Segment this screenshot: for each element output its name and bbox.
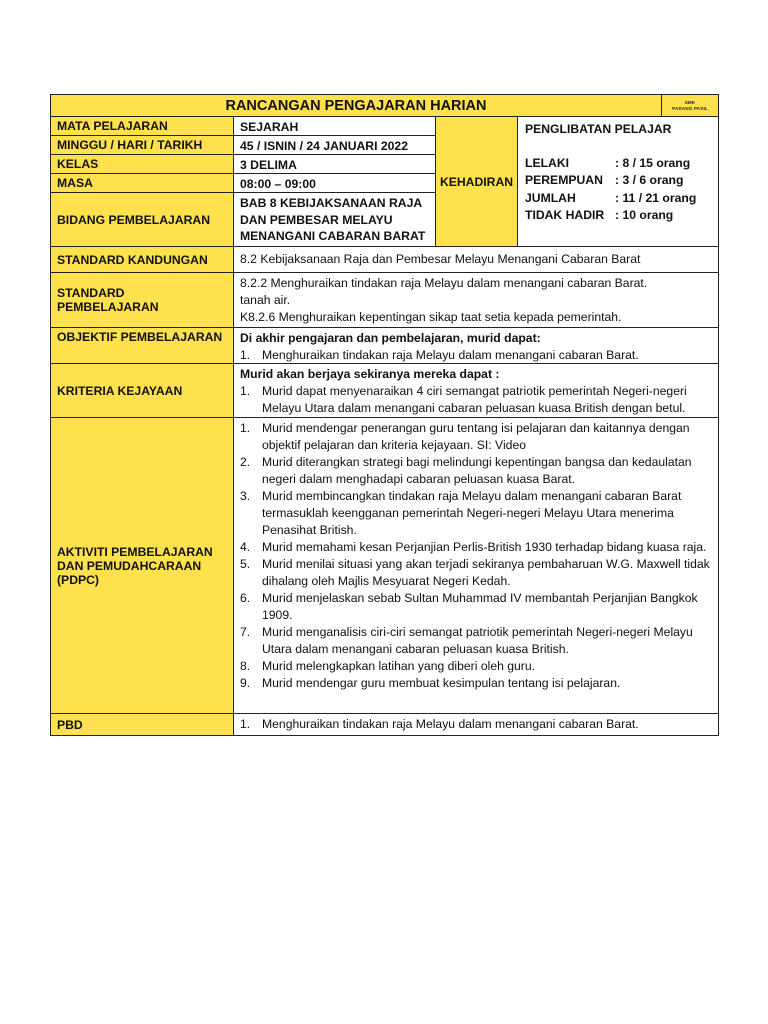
learning-standard-line: tanah air. [240, 293, 291, 307]
attendance-heading: PENGLIBATAN PELAJAR [525, 122, 672, 136]
objective-list [240, 347, 712, 364]
field-value: 08:00 – 09:00 [234, 174, 436, 192]
attendance-key: TIDAK HADIR [525, 208, 605, 222]
attendance-value: : 3 / 6 orang [615, 173, 684, 187]
pbd-label: PBD [51, 714, 234, 735]
success-criteria-label: KRITERIA KEJAYAAN [51, 364, 234, 417]
learning-standard-row [50, 273, 719, 328]
content-standard-row [50, 247, 719, 273]
title-row [50, 94, 719, 117]
pbd-value [234, 714, 718, 735]
field-value: 3 DELIMA [234, 155, 436, 173]
list-item: 1. Menghuraikan tindakan raja Melayu dalam menangani cabaran Barat. [240, 717, 639, 731]
objective-label: OBJEKTIF PEMBELAJARAN [51, 328, 234, 363]
field-value-line: BAB 8 KEBIJAKSANAAN RAJA [240, 196, 423, 210]
success-criteria-list [240, 383, 712, 417]
field-row-learning-area [51, 193, 436, 246]
activities-value [234, 418, 718, 713]
success-criteria-value [234, 364, 718, 417]
attendance-item [525, 172, 711, 190]
attendance-key: JUMLAH [525, 190, 576, 205]
attendance-value: : 10 orang [615, 208, 674, 222]
field-value-line: DAN PEMBESAR MELAYU [240, 212, 393, 227]
learning-standard-value [234, 273, 718, 327]
learning-standard-line: 8.2.2 Menghuraikan tindakan raja Melayu dalam menangani cabaran Barat. [240, 276, 648, 290]
info-block [50, 117, 719, 247]
field-row-time [51, 174, 436, 193]
attendance-item [525, 155, 711, 173]
objective-value [234, 328, 718, 363]
success-criteria-row [50, 364, 719, 418]
activities-list [240, 420, 712, 692]
attendance-label: KEHADIRAN [436, 117, 518, 246]
list-item: 9. Murid mendengar guru membuat kesimpulan tentang isi pelajaran. [240, 676, 621, 690]
lesson-plan-table [50, 94, 719, 736]
field-value-line: MENANGANI CABARAN BARAT [240, 229, 426, 243]
attendance-value: : 11 / 21 orang [615, 190, 697, 205]
field-label: KELAS [51, 155, 234, 173]
field-label: MATA PELAJARAN [51, 117, 234, 135]
attendance-item [525, 207, 711, 225]
field-label: MASA [51, 174, 234, 192]
activities-label-line: (PDPC) [57, 572, 99, 587]
attendance-key: LELAKI [525, 155, 570, 170]
field-row-week-day-date [51, 136, 436, 155]
school-logo [662, 95, 718, 116]
list-item: 1. Murid mendengar penerangan guru tentang isi pelajaran dan kaitannya dengan objektif pelajaran dan kriteria kejayaan. SI: Video [240, 421, 690, 452]
objective-intro: Di akhir pengajaran dan pembelajaran, murid dapat: [240, 331, 541, 345]
list-item: 6. Murid menjelaskan sebab Sultan Muhammad IV membantah Perjanjian Bangkok 1909. [240, 591, 698, 622]
pbd-row [50, 714, 719, 736]
attendance-item [525, 190, 711, 208]
objective-row [50, 328, 719, 364]
field-row-class [51, 155, 436, 174]
content-standard-value: 8.2 Kebijaksanaan Raja dan Pembesar Melayu Menangani Cabaran Barat [240, 252, 641, 266]
field-value: 45 / ISNIN / 24 JANUARI 2022 [234, 136, 436, 154]
activities-label-line: AKTIVITI PEMBELAJARAN [57, 544, 213, 559]
field-label: MINGGU / HARI / TARIKH [51, 136, 234, 154]
attendance-value: : 8 / 15 orang [615, 155, 691, 170]
field-value: SEJARAH [234, 117, 436, 135]
list-item: 5. Murid menilai situasi yang akan terjadi sekiranya pembaharuan W.G. Maxwell tidak dihalang oleh Majlis Mesyuarat Negeri Kedah. [240, 557, 710, 588]
pbd-list [240, 716, 712, 733]
list-item: 3. Murid membincangkan tindakan raja Melayu dalam menangani cabaran Barat termasuklah keengganan pemerintah Negeri-negeri Melayu Utara menerima Penasihat British. [240, 489, 682, 537]
list-item: 1. Murid dapat menyenaraikan 4 ciri semangat patriotik pemerintah Negeri-negeri Melayu Utara dalam menangani cabaran peluasan kuasa British dengan betul. [240, 384, 687, 415]
content-standard-label: STANDARD KANDUNGAN [51, 247, 234, 272]
field-row-subject [51, 117, 436, 136]
success-criteria-intro: Murid akan berjaya sekiranya mereka dapat : [240, 367, 500, 381]
list-item: 4. Murid memahami kesan Perjanjian Perlis-British 1930 terhadap bidang kuasa raja. [240, 540, 707, 554]
info-fields [51, 117, 436, 246]
field-label: BIDANG PEMBELAJARAN [51, 193, 234, 246]
list-item: 8. Murid melengkapkan latihan yang diberi oleh guru. [240, 659, 536, 673]
attendance-key: PEREMPUAN [525, 173, 603, 187]
field-value-multiline [234, 193, 436, 246]
list-item: 7. Murid menganalisis ciri-ciri semangat patriotik pemerintah Negeri-negeri Melayu Utara dalam menangani cabaran peluasan kuasa British. [240, 625, 693, 656]
activities-row [50, 418, 719, 714]
list-item: 1. Menghuraikan tindakan raja Melayu dalam menangani cabaran Barat. [240, 348, 639, 362]
logo-text-line-2: PADANG PASIL [672, 105, 708, 111]
page-title: RANCANGAN PENGAJARAN HARIAN [51, 95, 662, 116]
learning-standard-label: STANDARD PEMBELAJARAN [51, 273, 234, 327]
activities-label-line: DAN PEMUDAHCARAAN [57, 558, 202, 573]
learning-standard-line: K8.2.6 Menghuraikan kepentingan sikap taat setia kepada pemerintah. [240, 310, 622, 324]
logo-text-line-1: SMK [684, 99, 696, 105]
list-item: 2. Murid diterangkan strategi bagi melindungi kepentingan bangsa dan kedaulatan negeri dalam menghadapi cabaran peluasan kuasa Barat. [240, 455, 692, 486]
activities-label [51, 418, 234, 713]
attendance-panel [518, 117, 718, 246]
